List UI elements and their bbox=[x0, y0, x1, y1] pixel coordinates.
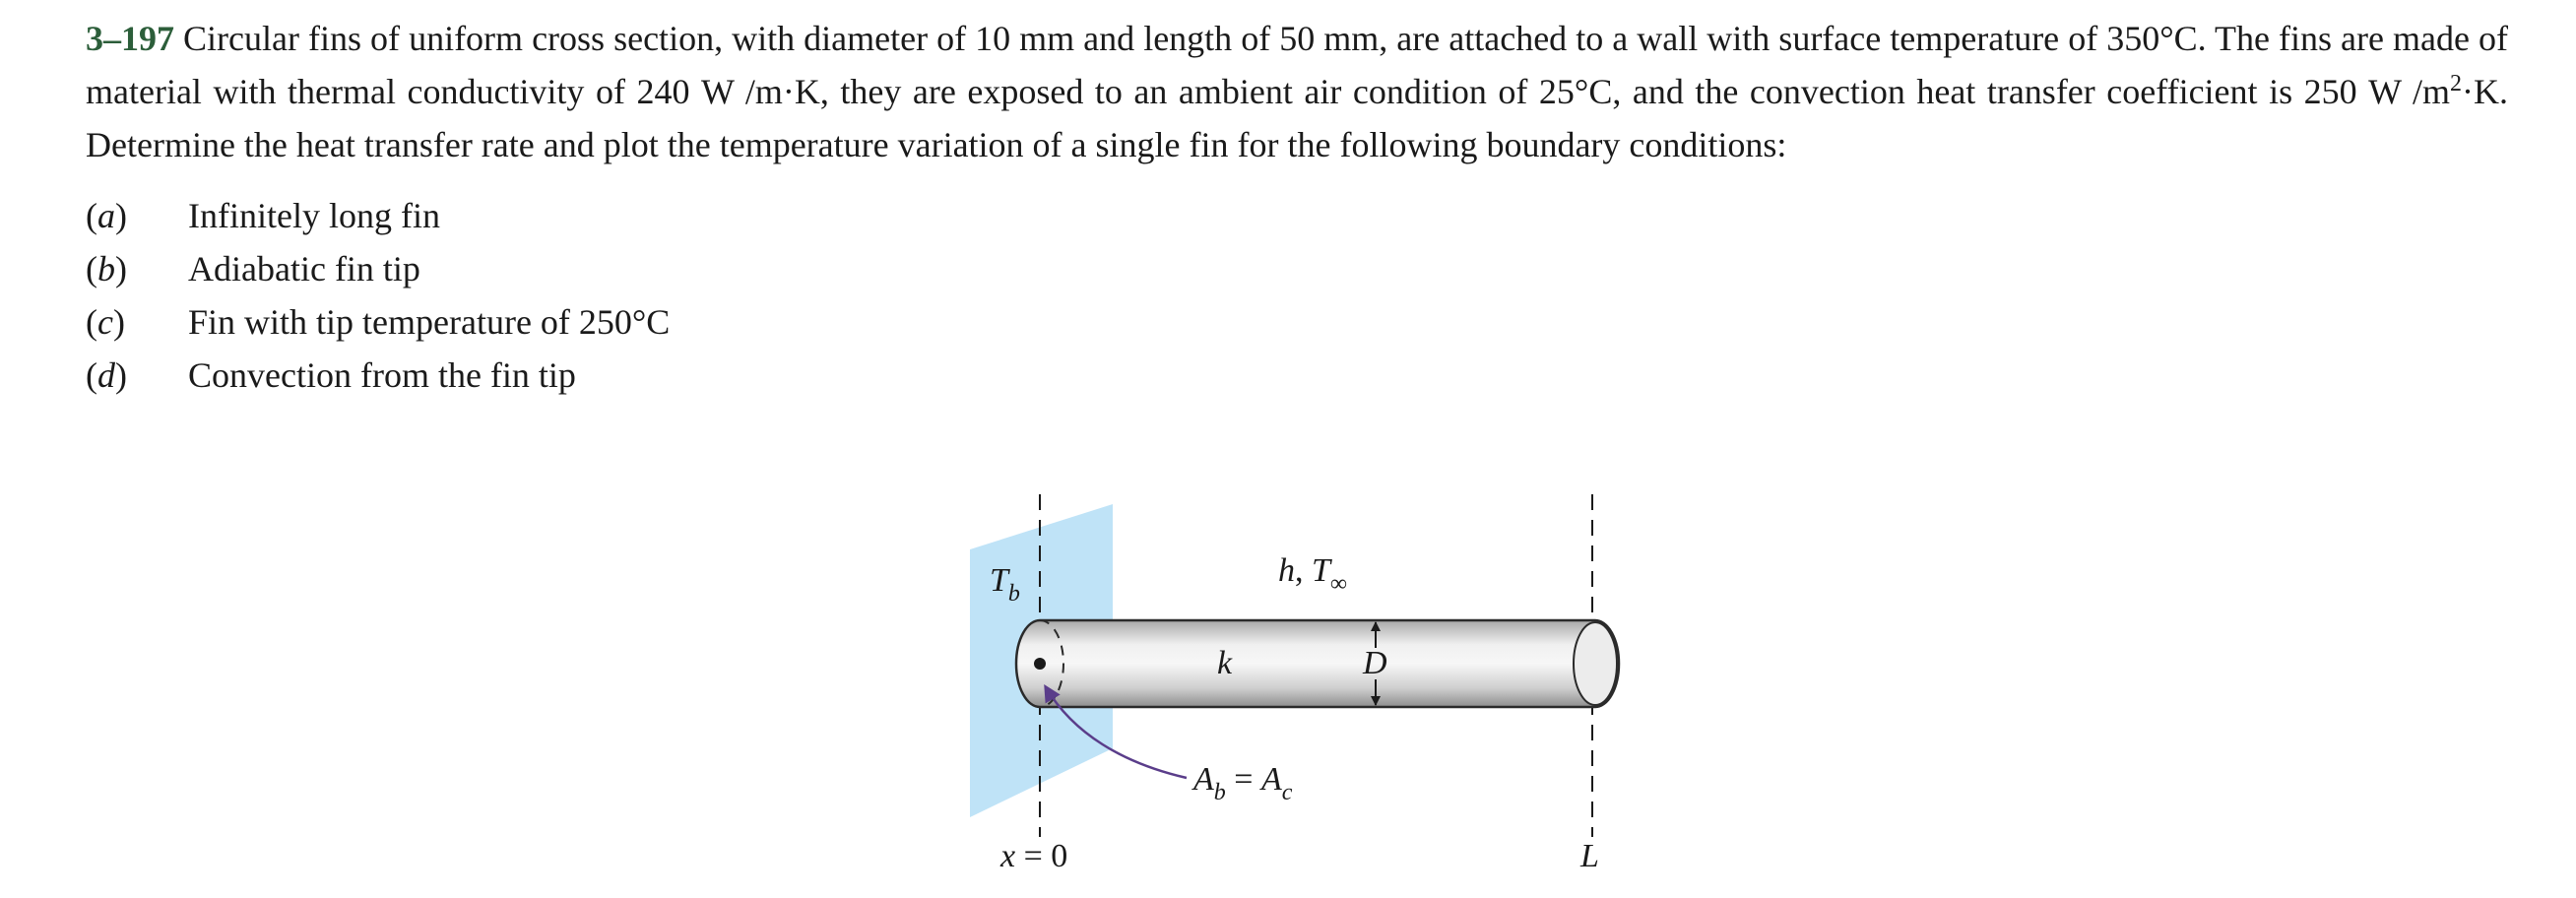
part-label: (b) bbox=[86, 249, 127, 289]
problem-statement bbox=[86, 12, 2508, 171]
problem-text-1: Circular fins of uniform cross section, with diameter of 10 mm and length of 50 mm, are attached to a wall with surface temperature of 350°C. The fins are made of material with thermal conductivity of 240 bbox=[86, 19, 2508, 111]
length-label: L bbox=[1580, 838, 1599, 874]
fin-diagram bbox=[945, 482, 1654, 896]
problem-text-3: . Determine the heat transfer rate and plot the temperature variation of a single fin for the following boundary conditions: bbox=[86, 72, 2509, 164]
problem-text-2: , they are exposed to an ambient air condition of 25°C, and the convection heat transfer coefficient is 250 bbox=[819, 72, 2369, 111]
h-unit-exponent: 2 bbox=[2450, 71, 2463, 96]
convection-label: h, $T_\infty$ bbox=[1278, 552, 1348, 597]
area-label: $A_b = A_c$ bbox=[1193, 761, 1293, 805]
diameter-label: D bbox=[1363, 645, 1387, 681]
problem-number: 3–197 bbox=[86, 19, 174, 58]
base-temp-label: $T_b$ bbox=[990, 562, 1020, 607]
conductivity-label: k bbox=[1217, 645, 1233, 681]
part-text: Adiabatic fin tip bbox=[188, 249, 420, 289]
part-label: (a) bbox=[86, 196, 127, 235]
base-center-dot bbox=[1034, 658, 1046, 670]
h-unit-base: W /m bbox=[2368, 72, 2451, 111]
fin-body bbox=[1016, 620, 1619, 707]
h-unit-end: ·K bbox=[2462, 72, 2500, 111]
part-text: Fin with tip temperature of 250°C bbox=[188, 302, 671, 342]
part-label: (c) bbox=[86, 302, 125, 342]
part-text: Convection from the fin tip bbox=[188, 355, 576, 395]
x-origin-label: x = 0 bbox=[1000, 838, 1068, 874]
fin-tip-face bbox=[1574, 622, 1617, 705]
part-label: (d) bbox=[86, 355, 127, 395]
k-unit: W /m·K bbox=[701, 72, 820, 111]
part-text: Infinitely long fin bbox=[188, 196, 440, 235]
